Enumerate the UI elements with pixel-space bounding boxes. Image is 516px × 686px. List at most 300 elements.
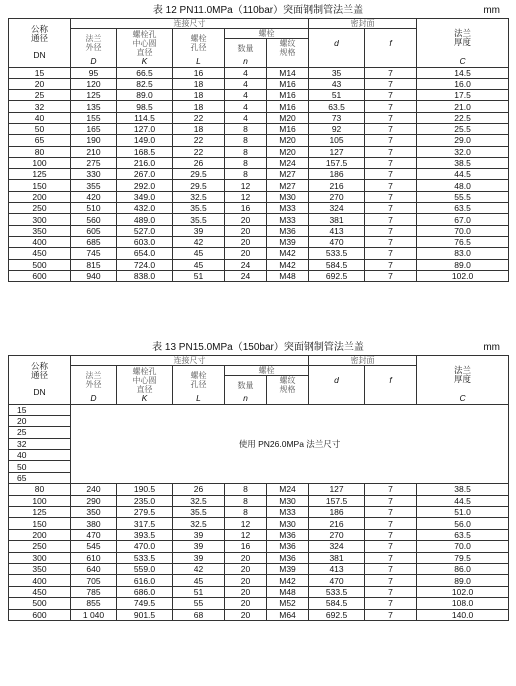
table12-cell-seal-d: 381 [309, 214, 365, 225]
table12-cell-bolt-thread: M39 [267, 236, 309, 247]
table12-cell-flange-od: 135 [71, 101, 117, 112]
table13-cell-dn: 80 [9, 484, 71, 495]
table12-cell-dn: 300 [9, 214, 71, 225]
table12-cell-seal-d: 73 [309, 112, 365, 123]
table13-cell-bolt-hole: 42 [173, 563, 225, 574]
table12-cell-bolt-circle: 724.0 [117, 259, 173, 270]
table13-cell-seal-d: 470 [309, 575, 365, 586]
table12-header-bolt-circle: 螺栓孔 中心圆 直径 [117, 29, 173, 58]
table12-cell-seal-d: 692.5 [309, 270, 365, 281]
table13-cell-dn: 350 [9, 563, 71, 574]
table13-cell-bolt-thread: M42 [267, 575, 309, 586]
table12-cell-bolt-circle: 527.0 [117, 225, 173, 236]
table13-cell-bolt-hole: 68 [173, 609, 225, 620]
table13-cell-bolt-thread: M52 [267, 598, 309, 609]
table12-cell-bolt-circle: 216.0 [117, 157, 173, 168]
table13-cell-flange-od: 380 [71, 518, 117, 529]
table13-symbol-L: L [173, 394, 225, 404]
table12-cell-seal-f: 7 [365, 90, 417, 101]
table12-cell-bolt-circle: 82.5 [117, 78, 173, 89]
table-row [9, 529, 509, 540]
table12-unit: mm [483, 5, 500, 16]
table12-cell-bolt-thread: M27 [267, 180, 309, 191]
table13-cell-dn: 50 [9, 461, 71, 472]
table13-symbol-blank-f [365, 394, 417, 404]
table13-cell-thickness: 108.0 [417, 598, 509, 609]
table-row [9, 248, 509, 259]
table12-cell-dn: 100 [9, 157, 71, 168]
table13-cell-seal-d: 324 [309, 541, 365, 552]
table13-cell-dn: 150 [9, 518, 71, 529]
table12-cell-bolt-circle: 603.0 [117, 236, 173, 247]
table12-cell-thickness: 55.5 [417, 191, 509, 202]
table12-cell-thickness: 14.5 [417, 67, 509, 78]
table12-cell-thickness: 89.0 [417, 259, 509, 270]
table12 [8, 18, 509, 282]
table13-cell-thickness: 89.0 [417, 575, 509, 586]
table12-header-thickness: 法兰 厚度 [417, 19, 509, 58]
table13-header-flange-od: 法兰 外径 [71, 366, 117, 395]
table12-cell-bolt-count: 4 [225, 78, 267, 89]
table12-cell-seal-f: 7 [365, 225, 417, 236]
table13-cell-bolt-circle: 279.5 [117, 507, 173, 518]
table13-cell-bolt-count: 20 [225, 609, 267, 620]
table12-cell-bolt-count: 4 [225, 67, 267, 78]
table12-cell-seal-f: 7 [365, 169, 417, 180]
table13-cell-thickness: 102.0 [417, 586, 509, 597]
table12-cell-dn: 600 [9, 270, 71, 281]
table12-cell-seal-f: 7 [365, 101, 417, 112]
table13-cell-dn: 15 [9, 404, 71, 415]
table12-cell-bolt-hole: 18 [173, 123, 225, 134]
table12-cell-bolt-thread: M33 [267, 203, 309, 214]
table12-cell-bolt-count: 20 [225, 236, 267, 247]
table12-cell-bolt-hole: 29.5 [173, 180, 225, 191]
table13-cell-bolt-count: 20 [225, 575, 267, 586]
table12-header-count: 数量 [225, 39, 267, 58]
table13-cell-seal-d: 381 [309, 552, 365, 563]
table12-cell-bolt-hole: 22 [173, 146, 225, 157]
table13-cell-dn: 32 [9, 438, 71, 449]
table12-cell-flange-od: 125 [71, 90, 117, 101]
table13-cell-bolt-thread: M30 [267, 495, 309, 506]
table12-cell-dn: 50 [9, 123, 71, 134]
table13-header-connection: 连接尺寸 [71, 356, 309, 366]
table13-cell-dn: 40 [9, 450, 71, 461]
table13-cell-bolt-circle: 470.0 [117, 541, 173, 552]
table13-cell-bolt-count: 20 [225, 552, 267, 563]
table12-cell-flange-od: 190 [71, 135, 117, 146]
table12-cell-bolt-hole: 16 [173, 67, 225, 78]
table-row [9, 518, 509, 529]
table12-cell-seal-d: 584.5 [309, 259, 365, 270]
table-row [9, 575, 509, 586]
table12-symbol-L: L [173, 57, 225, 67]
table12-cell-seal-d: 35 [309, 67, 365, 78]
table12-cell-seal-f: 7 [365, 180, 417, 191]
table13-cell-bolt-hole: 51 [173, 586, 225, 597]
table12-cell-bolt-hole: 42 [173, 236, 225, 247]
table12-cell-flange-od: 95 [71, 67, 117, 78]
table13-cell-dn: 250 [9, 541, 71, 552]
table12-cell-seal-f: 7 [365, 236, 417, 247]
table12-cell-bolt-thread: M16 [267, 78, 309, 89]
table-row [9, 169, 509, 180]
table13-cell-dn: 500 [9, 598, 71, 609]
table12-cell-bolt-thread: M16 [267, 101, 309, 112]
table13-cell-dn: 600 [9, 609, 71, 620]
table13-symbol-K: K [117, 394, 173, 404]
table13-header-count: 数量 [225, 376, 267, 395]
table13-cell-thickness: 56.0 [417, 518, 509, 529]
table12-cell-bolt-thread: M20 [267, 135, 309, 146]
table12-cell-bolt-hole: 45 [173, 259, 225, 270]
table12-cell-bolt-circle: 98.5 [117, 101, 173, 112]
table13-cell-seal-f: 7 [365, 609, 417, 620]
table13-header-sealing: 密封面 [309, 356, 417, 366]
table13-cell-bolt-hole: 39 [173, 529, 225, 540]
table13-cell-bolt-count: 8 [225, 484, 267, 495]
table13-cell-dn: 300 [9, 552, 71, 563]
table12-cell-seal-d: 186 [309, 169, 365, 180]
table12-cell-seal-d: 324 [309, 203, 365, 214]
table13-cell-bolt-hole: 39 [173, 552, 225, 563]
table12-cell-seal-f: 7 [365, 214, 417, 225]
table13-cell-bolt-count: 20 [225, 586, 267, 597]
table12-cell-bolt-hole: 51 [173, 270, 225, 281]
table12-cell-seal-f: 7 [365, 78, 417, 89]
table-row [9, 101, 509, 112]
table12-cell-thickness: 44.5 [417, 169, 509, 180]
table13-cell-bolt-thread: M24 [267, 484, 309, 495]
table13-cell-flange-od: 640 [71, 563, 117, 574]
table12-cell-flange-od: 330 [71, 169, 117, 180]
table12-cell-bolt-circle: 432.0 [117, 203, 173, 214]
table12-cell-dn: 25 [9, 90, 71, 101]
table12-cell-bolt-hole: 18 [173, 101, 225, 112]
table13-cell-bolt-hole: 35.5 [173, 507, 225, 518]
table12-cell-bolt-circle: 66.5 [117, 67, 173, 78]
table12-cell-bolt-thread: M48 [267, 270, 309, 281]
table12-cell-thickness: 38.5 [417, 157, 509, 168]
table13-cell-bolt-circle: 317.5 [117, 518, 173, 529]
table12-cell-bolt-count: 16 [225, 203, 267, 214]
table12-cell-bolt-hole: 22 [173, 135, 225, 146]
table13-cell-seal-d: 127 [309, 484, 365, 495]
table13-cell-seal-f: 7 [365, 586, 417, 597]
table13-cell-bolt-circle: 393.5 [117, 529, 173, 540]
table12-header-bolt-hole: 螺栓 孔径 [173, 29, 225, 58]
table12-cell-thickness: 17.5 [417, 90, 509, 101]
table13-cell-flange-od: 545 [71, 541, 117, 552]
table12-cell-dn: 80 [9, 146, 71, 157]
table12-cell-bolt-count: 4 [225, 112, 267, 123]
table12-cell-bolt-circle: 654.0 [117, 248, 173, 259]
table12-header-sealing: 密封面 [309, 19, 417, 29]
table12-cell-seal-d: 216 [309, 180, 365, 191]
table12-cell-thickness: 63.5 [417, 203, 509, 214]
table12-cell-bolt-circle: 489.0 [117, 214, 173, 225]
table12-cell-bolt-circle: 838.0 [117, 270, 173, 281]
table12-header-bolt: 螺栓 [225, 29, 309, 39]
table13-symbol-D: D [71, 394, 117, 404]
table12-cell-bolt-count: 20 [225, 225, 267, 236]
table12-caption [8, 4, 508, 17]
table12-header-d: d [309, 29, 365, 58]
table12-cell-bolt-hole: 32.5 [173, 191, 225, 202]
table12-cell-bolt-thread: M20 [267, 112, 309, 123]
table12-cell-flange-od: 165 [71, 123, 117, 134]
table13-cell-seal-d: 270 [309, 529, 365, 540]
table12-cell-bolt-thread: M16 [267, 123, 309, 134]
table13-cell-seal-f: 7 [365, 495, 417, 506]
table12-cell-seal-f: 7 [365, 191, 417, 202]
table-row [9, 67, 509, 78]
table12-cell-bolt-hole: 39 [173, 225, 225, 236]
table13 [8, 355, 509, 621]
table12-cell-thickness: 76.5 [417, 236, 509, 247]
table12-cell-dn: 20 [9, 78, 71, 89]
table12-cell-flange-od: 155 [71, 112, 117, 123]
table12-cell-bolt-thread: M16 [267, 90, 309, 101]
table13-header-thickness: 法兰 厚度 [417, 356, 509, 395]
table13-header-bolt-circle: 螺栓孔 中心圆 直径 [117, 366, 173, 395]
table13-cell-dn: 20 [9, 415, 71, 426]
table13-cell-bolt-thread: M48 [267, 586, 309, 597]
table12-symbol-K: K [117, 57, 173, 67]
table12-cell-dn: 200 [9, 191, 71, 202]
table13-header-thread: 螺纹 规格 [267, 376, 309, 395]
table12-cell-dn: 250 [9, 203, 71, 214]
table13-cell-bolt-count: 12 [225, 518, 267, 529]
table13-cell-bolt-hole: 45 [173, 575, 225, 586]
table13-cell-bolt-circle: 559.0 [117, 563, 173, 574]
table12-cell-seal-d: 105 [309, 135, 365, 146]
table13-cell-dn: 100 [9, 495, 71, 506]
table12-symbol-D: D [71, 57, 117, 67]
table-row [9, 236, 509, 247]
table12-cell-bolt-count: 24 [225, 270, 267, 281]
table12-symbol-blank [267, 57, 309, 67]
table-row [9, 563, 509, 574]
table13-cell-flange-od: 470 [71, 529, 117, 540]
table13-cell-seal-d: 413 [309, 563, 365, 574]
table-row [9, 609, 509, 620]
table13-cell-bolt-count: 20 [225, 563, 267, 574]
table12-cell-thickness: 48.0 [417, 180, 509, 191]
table12-cell-dn: 150 [9, 180, 71, 191]
table-row [9, 157, 509, 168]
table-row [9, 123, 509, 134]
table12-symbol-blank-d [309, 57, 365, 67]
table12-cell-bolt-hole: 26 [173, 157, 225, 168]
table12-cell-bolt-count: 4 [225, 90, 267, 101]
table13-cell-bolt-circle: 616.0 [117, 575, 173, 586]
table12-cell-thickness: 67.0 [417, 214, 509, 225]
table12-cell-seal-d: 51 [309, 90, 365, 101]
table-row [9, 404, 509, 415]
table13-cell-bolt-circle: 533.5 [117, 552, 173, 563]
table12-cell-flange-od: 605 [71, 225, 117, 236]
table-row [9, 191, 509, 202]
table13-cell-bolt-count: 8 [225, 495, 267, 506]
table12-cell-bolt-thread: M36 [267, 225, 309, 236]
table12-cell-flange-od: 940 [71, 270, 117, 281]
table12-cell-flange-od: 815 [71, 259, 117, 270]
table12-body [9, 67, 509, 282]
table13-cell-seal-f: 7 [365, 529, 417, 540]
table12-cell-bolt-circle: 149.0 [117, 135, 173, 146]
table13-cell-flange-od: 290 [71, 495, 117, 506]
table-row [9, 586, 509, 597]
table12-cell-seal-d: 127 [309, 146, 365, 157]
table12-cell-seal-d: 92 [309, 123, 365, 134]
table13-cell-bolt-thread: M64 [267, 609, 309, 620]
table12-header-f: f [365, 29, 417, 58]
table13-cell-bolt-circle: 686.0 [117, 586, 173, 597]
table-row [9, 146, 509, 157]
table12-cell-thickness: 22.5 [417, 112, 509, 123]
table12-cell-dn: 40 [9, 112, 71, 123]
table12-cell-bolt-count: 12 [225, 191, 267, 202]
table12-cell-thickness: 29.0 [417, 135, 509, 146]
table13-header-nominal: 公称 通径 DN [9, 356, 71, 405]
table-row [9, 552, 509, 563]
table12-cell-bolt-thread: M24 [267, 157, 309, 168]
table12-cell-bolt-count: 12 [225, 180, 267, 191]
table13-cell-bolt-circle: 901.5 [117, 609, 173, 620]
table12-cell-thickness: 16.0 [417, 78, 509, 89]
table13-cell-dn: 450 [9, 586, 71, 597]
table13-cell-seal-f: 7 [365, 541, 417, 552]
table12-symbol-n: n [225, 57, 267, 67]
table12-cell-flange-od: 275 [71, 157, 117, 168]
table12-cell-thickness: 25.5 [417, 123, 509, 134]
table13-cell-bolt-circle: 235.0 [117, 495, 173, 506]
table-row [9, 214, 509, 225]
table-row [9, 507, 509, 518]
table12-cell-bolt-thread: M30 [267, 191, 309, 202]
table12-cell-dn: 65 [9, 135, 71, 146]
table12-cell-seal-d: 63.5 [309, 101, 365, 112]
table13-cell-bolt-thread: M36 [267, 541, 309, 552]
table12-cell-bolt-count: 24 [225, 259, 267, 270]
table13-cell-bolt-hole: 26 [173, 484, 225, 495]
table13-cell-bolt-thread: M36 [267, 529, 309, 540]
table12-cell-seal-f: 7 [365, 112, 417, 123]
table12-cell-flange-od: 510 [71, 203, 117, 214]
table13-cell-bolt-count: 12 [225, 529, 267, 540]
table12-cell-seal-f: 7 [365, 146, 417, 157]
table12-cell-bolt-thread: M42 [267, 248, 309, 259]
table-row [9, 495, 509, 506]
table12-cell-seal-d: 533.5 [309, 248, 365, 259]
table12-cell-seal-d: 470 [309, 236, 365, 247]
table13-cell-flange-od: 350 [71, 507, 117, 518]
table13-cell-bolt-thread: M33 [267, 507, 309, 518]
table13-cell-seal-d: 584.5 [309, 598, 365, 609]
table12-cell-thickness: 21.0 [417, 101, 509, 112]
table12-symbol-C: C [417, 57, 509, 67]
table13-cell-dn: 200 [9, 529, 71, 540]
table13-cell-dn: 125 [9, 507, 71, 518]
table13-merged-note: 使用 PN26.0MPa 法兰尺寸 [71, 404, 509, 484]
table12-cell-bolt-thread: M33 [267, 214, 309, 225]
table12-cell-bolt-count: 4 [225, 101, 267, 112]
table12-cell-bolt-thread: M42 [267, 259, 309, 270]
table13-cell-bolt-thread: M36 [267, 552, 309, 563]
table13-header-d: d [309, 366, 365, 395]
table12-cell-thickness: 32.0 [417, 146, 509, 157]
table12-header-thread: 螺纹 规格 [267, 39, 309, 58]
table13-cell-seal-d: 533.5 [309, 586, 365, 597]
table13-cell-thickness: 70.0 [417, 541, 509, 552]
table12-header-nominal: 公称 通径 DN [9, 19, 71, 68]
table-row [9, 541, 509, 552]
table12-cell-seal-f: 7 [365, 203, 417, 214]
table13-cell-flange-od: 855 [71, 598, 117, 609]
table12-cell-dn: 400 [9, 236, 71, 247]
table12-cell-seal-d: 43 [309, 78, 365, 89]
table12-title: 表 12 PN11.0MPa（110bar）突面钢制管法兰盖 [152, 5, 364, 16]
table13-cell-seal-f: 7 [365, 507, 417, 518]
table12-cell-flange-od: 420 [71, 191, 117, 202]
table12-cell-seal-f: 7 [365, 67, 417, 78]
table12-cell-seal-d: 157.5 [309, 157, 365, 168]
table13-cell-dn: 65 [9, 472, 71, 483]
table12-cell-bolt-circle: 168.5 [117, 146, 173, 157]
table13-cell-bolt-hole: 55 [173, 598, 225, 609]
table12-cell-bolt-circle: 267.0 [117, 169, 173, 180]
table13-cell-bolt-circle: 749.5 [117, 598, 173, 609]
table12-cell-flange-od: 745 [71, 248, 117, 259]
table-row [9, 112, 509, 123]
table12-header-flange-od: 法兰 外径 [71, 29, 117, 58]
table12-cell-bolt-thread: M14 [267, 67, 309, 78]
table13-cell-seal-f: 7 [365, 484, 417, 495]
table-row [9, 180, 509, 191]
table13-cell-seal-d: 186 [309, 507, 365, 518]
table13-cell-seal-f: 7 [365, 563, 417, 574]
table12-cell-dn: 500 [9, 259, 71, 270]
table12-cell-seal-f: 7 [365, 248, 417, 259]
table12-cell-flange-od: 120 [71, 78, 117, 89]
table13-cell-flange-od: 785 [71, 586, 117, 597]
table12-cell-thickness: 83.0 [417, 248, 509, 259]
table12-header-connection: 连接尺寸 [71, 19, 309, 29]
table12-cell-bolt-count: 8 [225, 157, 267, 168]
table12-cell-seal-d: 413 [309, 225, 365, 236]
table12-cell-bolt-hole: 45 [173, 248, 225, 259]
table12-cell-bolt-thread: M27 [267, 169, 309, 180]
table12-cell-bolt-hole: 22 [173, 112, 225, 123]
table13-cell-seal-d: 216 [309, 518, 365, 529]
table-row [9, 225, 509, 236]
table13-cell-flange-od: 240 [71, 484, 117, 495]
table12-cell-seal-f: 7 [365, 123, 417, 134]
table13-symbol-blank [267, 394, 309, 404]
table13-cell-thickness: 79.5 [417, 552, 509, 563]
table13-unit: mm [483, 342, 500, 353]
table12-symbol-blank-f [365, 57, 417, 67]
table13-cell-flange-od: 705 [71, 575, 117, 586]
table13-body [9, 404, 509, 620]
table12-cell-bolt-hole: 18 [173, 90, 225, 101]
table13-cell-thickness: 86.0 [417, 563, 509, 574]
table12-cell-bolt-hole: 29.5 [173, 169, 225, 180]
table13-cell-bolt-hole: 39 [173, 541, 225, 552]
table-row [9, 484, 509, 495]
